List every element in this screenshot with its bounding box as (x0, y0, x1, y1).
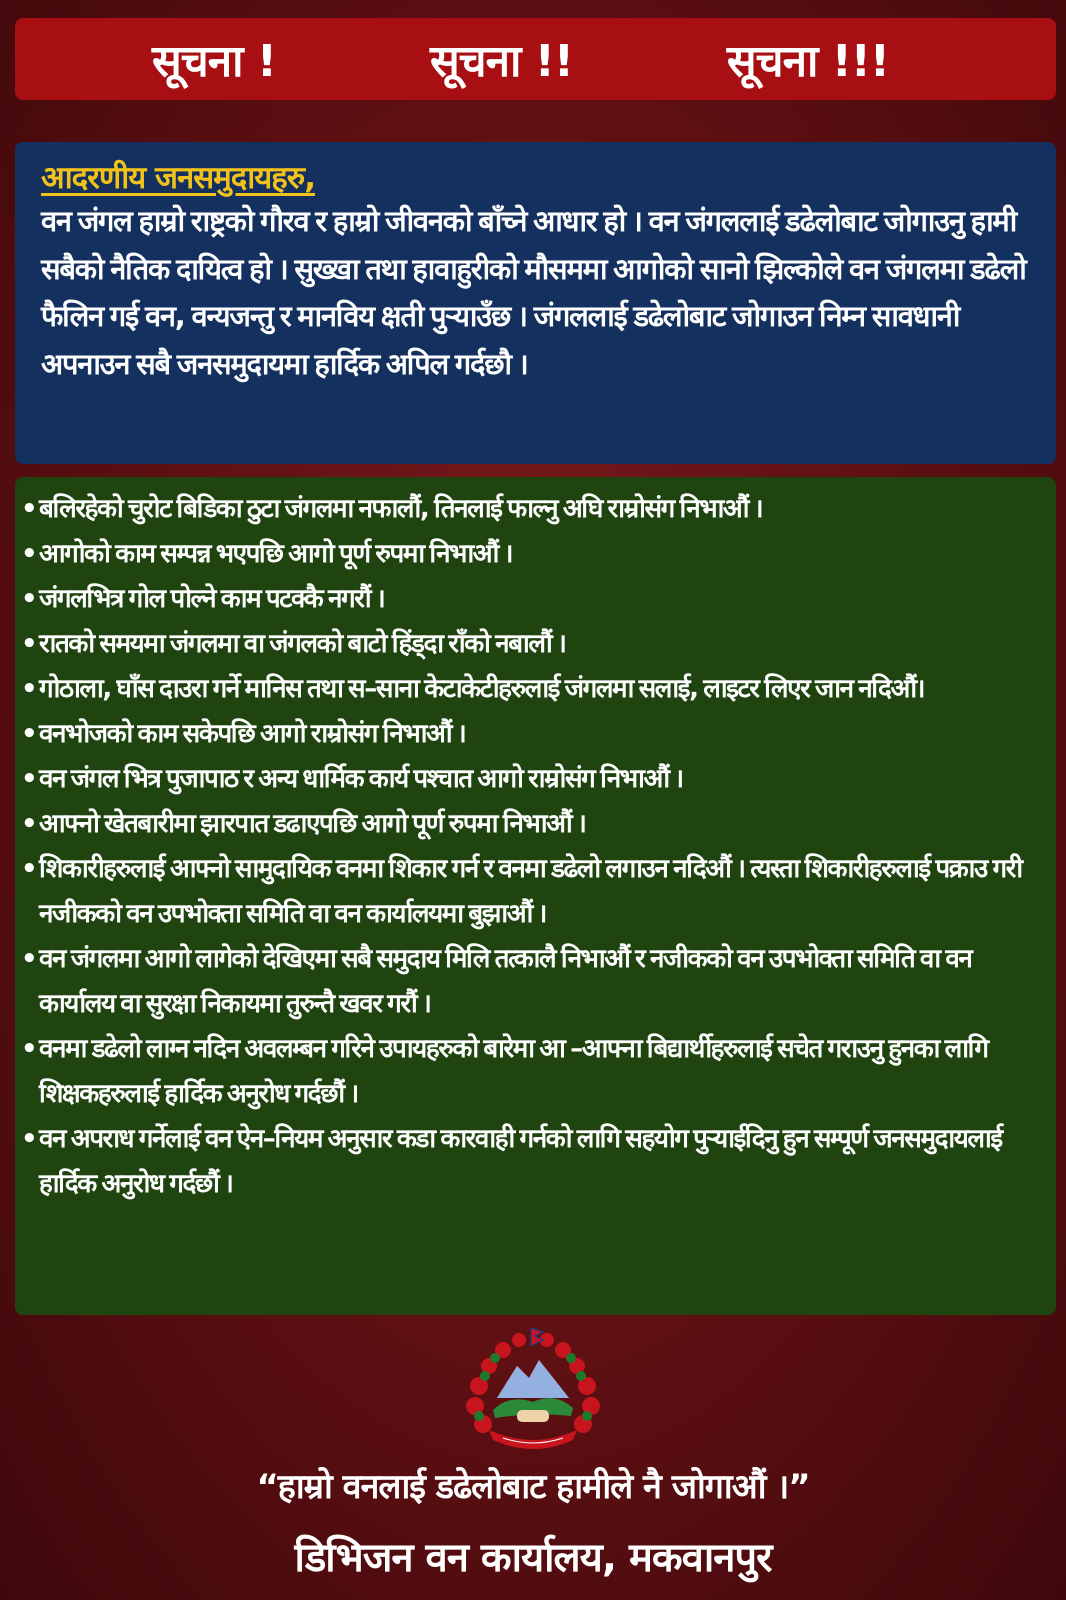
list-item-text: जंगलभित्र गोल पोल्ने काम पटक्कै नगरौं । (39, 584, 385, 614)
list-item (17, 757, 1046, 802)
bullet-icon: • (21, 809, 37, 839)
list-item-text: वन जंगलमा आगो लागेको देखिएमा सबै समुदाय मिलि तत्कालै निभाऔं र नजीकको वन उपभोक्ता समिति वा वन कार्यालय वा सुरक्षा निकायमा तुरुन्तै खवर गरौं । (39, 944, 972, 1019)
list-item (17, 937, 1046, 1027)
bullet-icon: • (21, 629, 37, 659)
notice-title-2: सूचना !! (429, 36, 573, 87)
bullet-icon: • (21, 764, 37, 794)
list-item-text: वनभोजको काम सकेपछि आगो राम्रोसंग निभाऔं । (39, 719, 466, 749)
list-item-text: आफ्नो खेतबारीमा झारपात डढाएपछि आगो पूर्ण रुपमा निभाऔं । (39, 809, 586, 839)
bullet-icon: • (21, 854, 37, 884)
intro-panel (15, 142, 1056, 464)
list-item (17, 712, 1046, 757)
list-item-text: आगोको काम सम्पन्न भएपछि आगो पूर्ण रुपमा निभाऔं । (39, 539, 513, 569)
bullet-icon: • (21, 944, 37, 974)
list-item-text: शिकारीहरुलाई आफ्नो सामुदायिक वनमा शिकार गर्न र वनमा डढेलो लगाउन नदिऔं । त्यस्ता शिकारीहरुलाई पक्राउ गरी नजीकको वन उपभोक्ता समिति वा वन कार्यालयमा बुझाऔं । (39, 854, 1022, 929)
list-item (17, 847, 1046, 937)
list-item-text: वन अपराध गर्नेलाई वन ऐन–नियम अनुसार कडा कारवाही गर्नको लागि सहयोग पुर्‍याईदिनु हुन सम्पूर्ण जनसमुदायलाई हार्दिक अनुरोध गर्दछौं । (39, 1124, 1002, 1199)
precautions-panel (15, 477, 1056, 1315)
bullet-icon: • (21, 584, 37, 614)
notice-title-1: सूचना ! (152, 36, 276, 87)
bullet-icon: • (21, 1034, 37, 1064)
notice-title-3: सूचना !!! (726, 36, 889, 87)
list-item (17, 802, 1046, 847)
bullet-icon: • (21, 719, 37, 749)
bullet-icon: • (21, 674, 37, 704)
list-item-text: वनमा डढेलो लाग्न नदिन अवलम्बन गरिने उपायहरुको बारेमा आ –आफ्ना बिद्यार्थीहरुलाई सचेत गराउनु हुनका लागि शिक्षकहरुलाई हार्दिक अनुरोध गर्दछौं । (39, 1034, 988, 1109)
list-item (17, 667, 1046, 712)
list-item-text: बलिरहेको चुरोट बिडिका ठुटा जंगलमा नफालौं, तिनलाई फाल्नु अघि राम्रोसंग निभाऔं । (39, 494, 763, 524)
bullet-icon: • (21, 494, 37, 524)
list-item (17, 1117, 1046, 1207)
precautions-list (17, 487, 1046, 1207)
list-item (17, 622, 1046, 667)
list-item-text: रातको समयमा जंगलमा वा जंगलको बाटो हिंड्दा राँको नबालौं । (39, 629, 566, 659)
list-item-text: गोठाला, घाँस दाउरा गर्ने मानिस तथा स–साना केटाकेटीहरुलाई जंगलमा सलाई, लाइटर लिएर जान नदिऔं। (39, 674, 925, 704)
bullet-icon: • (21, 1124, 37, 1154)
slogan: “हाम्रो वनलाई डढेलोबाट हामीले नै जोगाऔं ।” (256, 1467, 810, 1507)
nepal-emblem-icon (459, 1326, 607, 1456)
intro-paragraph: वन जंगल हाम्रो राष्ट्रको गौरव र हाम्रो जीवनको बाँच्ने आधार हो । वन जंगललाई डढेलोबाट जोगाउनु हामी सबैको नैतिक दायित्व हो । सुख्खा तथा हावाहुरीको मौसममा आगोको सानो झिल्कोले वन जंगलमा डढेलो फैलिन गई वन, वन्यजन्तु र मानविय क्षती पुर्‍याउँछ । जंगललाई डढेलोबाट जोगाउन निम्न सावधानी अपनाउन सबै जनसमुदायमा हार्दिक अपिल गर्दछौ । (41, 204, 1026, 381)
bullet-icon: • (21, 539, 37, 569)
salutation: आदरणीय जनसमुदायहरु, (41, 160, 315, 196)
list-item (17, 487, 1046, 532)
notice-title-bar (15, 18, 1056, 100)
list-item (17, 1027, 1046, 1117)
office-name: डिभिजन वन कार्यालय, मकवानपुर (294, 1535, 772, 1581)
list-item-text: वन जंगल भित्र पुजापाठ र अन्य धार्मिक कार्य पश्चात आगो राम्रोसंग निभाऔं । (39, 764, 683, 794)
list-item (17, 532, 1046, 577)
list-item (17, 577, 1046, 622)
